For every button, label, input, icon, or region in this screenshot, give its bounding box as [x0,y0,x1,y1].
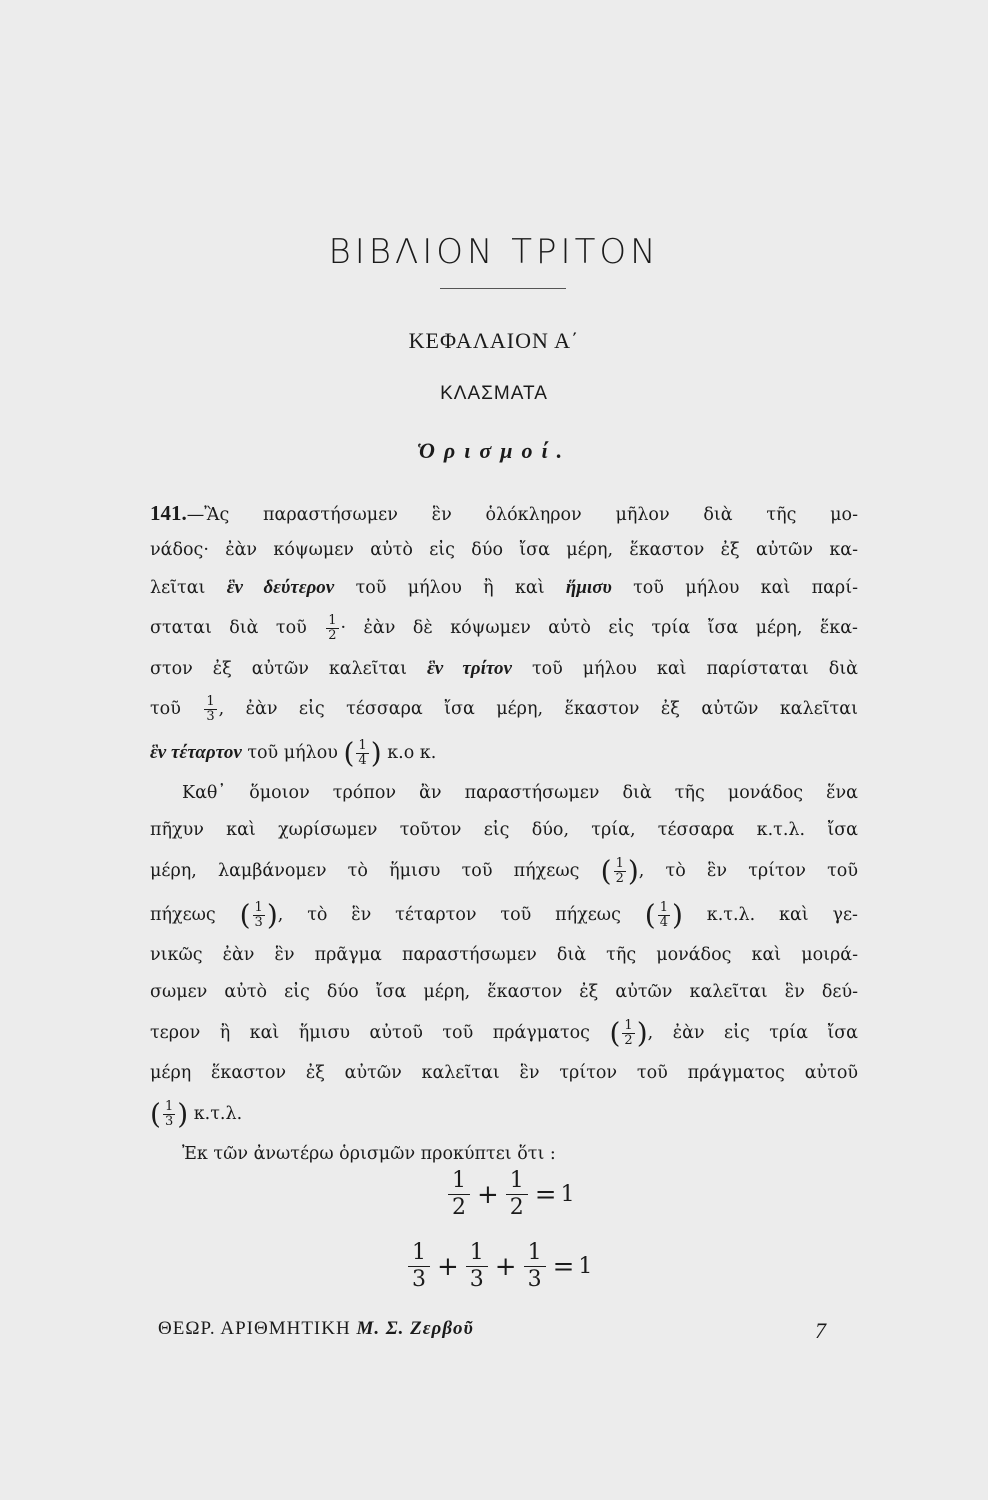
page-footer [158,1318,826,1342]
paragraph-2-line: ( $\frac{1}{3}$ ) κ.τ.λ. [150,1097,243,1131]
fraction: 1 2 [448,1168,470,1221]
footer-book-title: ΘΕΩΡ. ΑΡΙΘΜΗΤΙΚΗ [158,1318,351,1339]
paragraph-2-line: πῆχυν καὶ χωρίσωμεν τοῦτον εἰς δύο, τρία, τέσσαρα κ.τ.λ. ἴσα [150,820,858,840]
emphasis-term: ἓν δεύτερον [226,577,335,598]
paragraph-141-line: 141.—Ἂς παραστήσωμεν ἓν ὁλόκληρον μῆλον διὰ τῆς μο- [150,501,858,525]
paragraph-2-line: πήχεως ( $\frac{1}{3}$ ), τὸ ἓν τέταρτον τοῦ πήχεως ( $\frac{1}{4}$ ) κ.τ.λ. καὶ γε- [150,898,858,932]
chapter-heading: ΚΕΦΑΛΑΙΟΝ Α΄ [408,328,580,353]
paragraph-141-line: στον ἐξ αὐτῶν καλεῖται ἓν τρίτον τοῦ μήλου καὶ παρίσταται διὰ [150,658,858,679]
paragraph-141-line: λεῖται ἓν δεύτερον τοῦ μήλου ἢ καὶ ἥμισυ τοῦ μήλου καὶ παρί- [150,577,858,598]
equation-thirds: 1 3 + $\frac{1}{3}$ + $\frac{1}{3}$ = 1 [405,1240,592,1293]
equation-halves: 1 2 + $\frac{1}{2}$ = 1 [445,1168,575,1221]
fraction: $\frac{1}{2}$ [624,1018,633,1048]
paragraph-2-line: μέρη, λαμβάνομεν τὸ ἥμισυ τοῦ πήχεως ( $\frac{1}{2}$ ), τὸ ἓν τρίτον τοῦ [150,854,858,888]
emphasis-term: ἓν τέταρτον [150,742,242,763]
fraction: $\frac{1}{3}$ [254,900,263,930]
page-number: 7 [815,1318,826,1343]
emphasis-term: ἓν τρίτον [426,658,512,679]
fraction: $\frac{1}{3}$ [524,1240,546,1293]
paragraph-141-line: τοῦ $\frac{1}{3}$ , ἐὰν εἰς τέσσαρα ἴσα μέρη, ἕκαστον ἐξ αὐτῶν καλεῖται [150,694,858,724]
fraction: $\frac{1}{3}$ [466,1240,488,1293]
body-text [150,495,858,1173]
subject-heading: ΚΛΑΣΜΑΤΑ [440,383,548,404]
section-heading: Ὁρισμοί. [416,438,572,463]
paragraph-2-line: τερον ἢ καὶ ἥμισυ αὐτοῦ τοῦ πράγματος ( $\frac{1}{2}$ ), ἐὰν εἰς τρία ἴσα [150,1016,858,1050]
fraction: $\frac{1}{2}$ [328,613,337,643]
fraction: $\frac{1}{2}$ [506,1168,528,1221]
paragraph-2-line: Καθ᾽ ὅμοιον τρόπον ἂν παραστήσωμεν διὰ τῆς μονάδος ἕνα [182,783,858,803]
footer-author: Μ. Σ. Ζερβοῦ [356,1318,474,1339]
fraction: $\frac{1}{4}$ [358,738,367,768]
book-title: ΒΙΒΛΙΟΝ ΤΡΙΤΟΝ [328,232,660,272]
fraction: $\frac{1}{3}$ [206,694,215,724]
fraction: $\frac{1}{3}$ [164,1099,174,1129]
paragraph-2-line: νικῶς ἐὰν ἓν πρᾶγμα παραστήσωμεν διὰ τῆς μονάδος καὶ μοιρά- [150,945,858,965]
title-divider [440,288,566,289]
paragraph-3-line: Ἐκ τῶν ἀνωτέρω ὁρισμῶν προκύπτει ὅτι : [182,1144,556,1164]
paragraph-2-line: σωμεν αὐτὸ εἰς δύο ἴσα μέρη, ἕκαστον ἐξ αὐτῶν καλεῖται ἓν δεύ- [150,982,858,1002]
paragraph-2-line: μέρη ἕκαστον ἐξ αὐτῶν καλεῖται ἓν τρίτον τοῦ πράγματος αὐτοῦ [150,1063,858,1083]
fraction: 1 3 [408,1240,430,1293]
paragraph-141-line: ἓν τέταρτον τοῦ μήλου ( $\frac{1}{4}$ ) κ.ο κ. [150,736,437,770]
paragraph-141-line: σταται διὰ τοῦ $\frac{1}{2}$ · ἐὰν δὲ κόψωμεν αὐτὸ εἰς τρία ἴσα μέρη, ἕκα- [150,613,858,643]
fraction: $\frac{1}{4}$ [659,900,668,930]
paragraph-number: 141. [150,501,187,525]
fraction: $\frac{1}{2}$ [615,856,624,886]
footer-signature [158,1318,474,1340]
emphasis-term: ἥμισυ [565,577,612,598]
paragraph-141-line: νάδος· ἐὰν κόψωμεν αὐτὸ εἰς δύο ἴσα μέρη, ἕκαστον ἐξ αὐτῶν κα- [150,540,858,560]
